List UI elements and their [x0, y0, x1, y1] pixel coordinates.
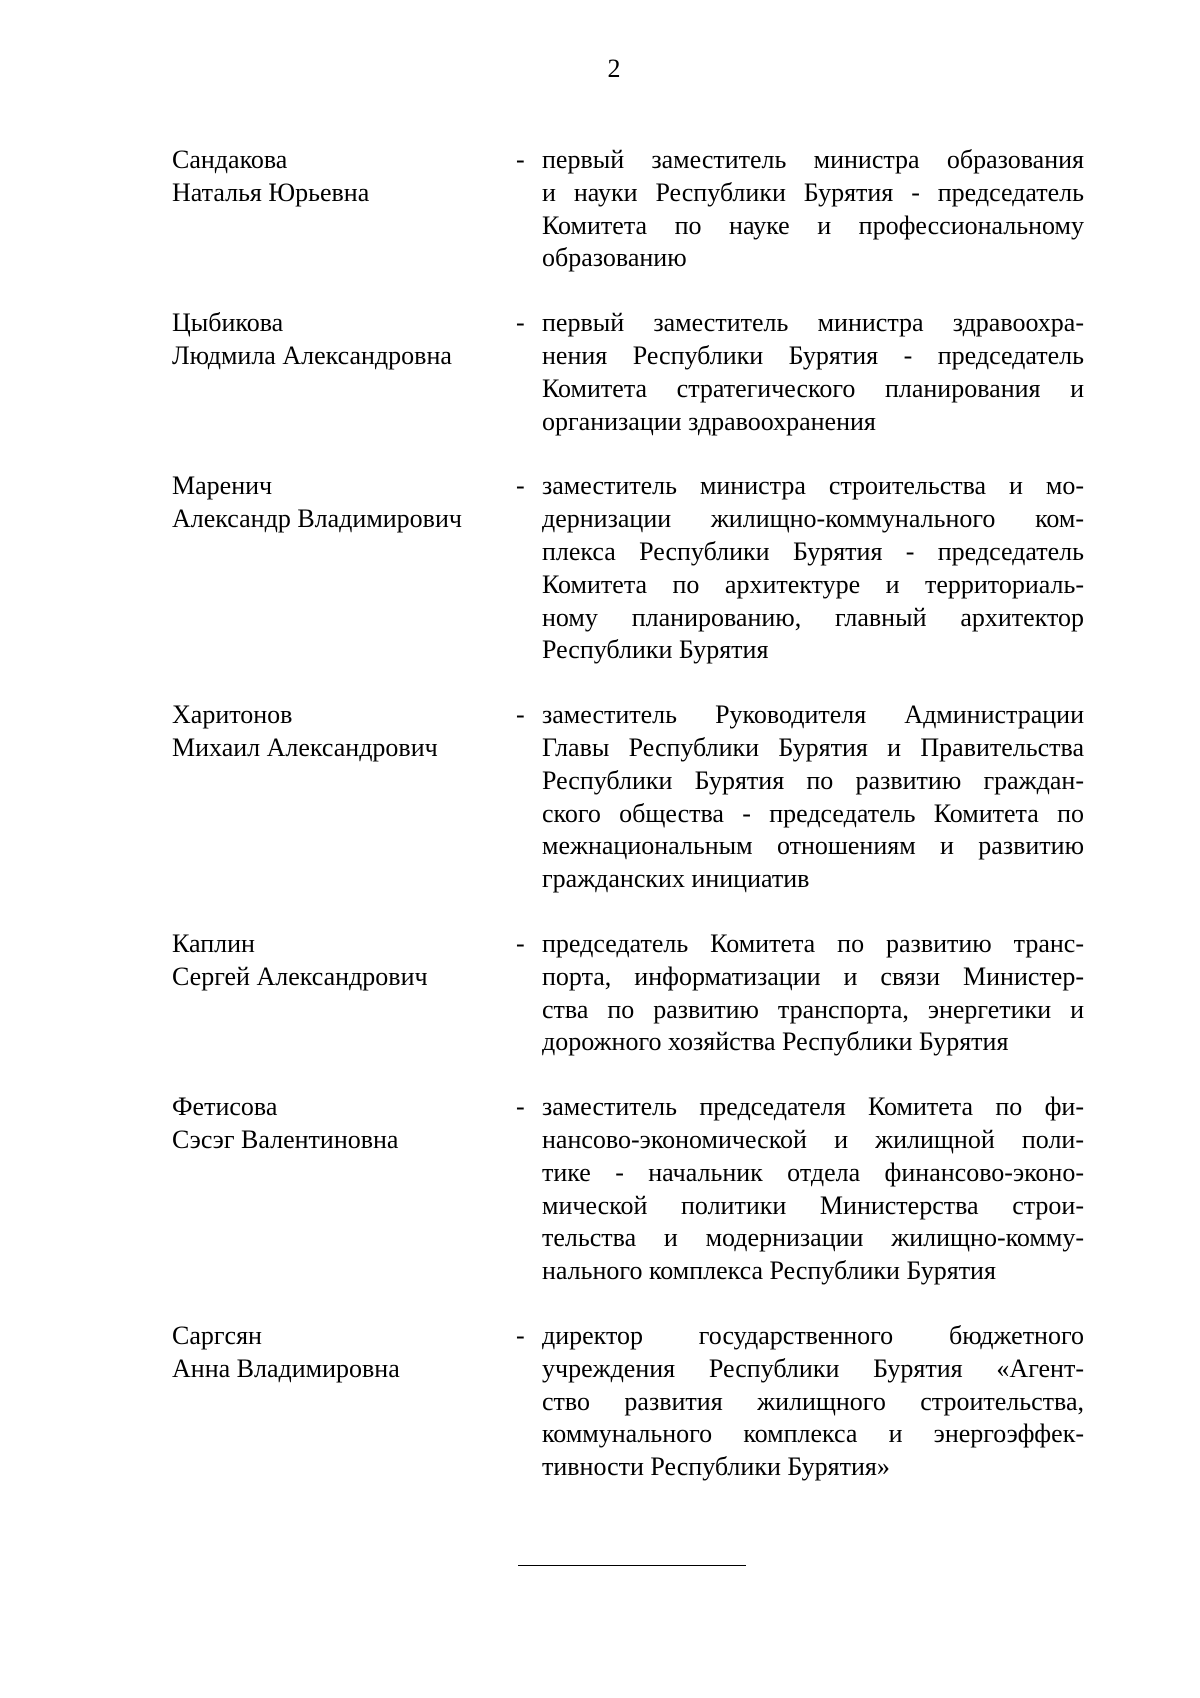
member-entry: [172, 307, 1084, 438]
member-name: [172, 1320, 512, 1484]
member-name: [172, 470, 512, 667]
member-given-names: Михаил Александрович: [172, 732, 438, 762]
position-line: Республики Бурятия: [542, 635, 769, 665]
position-line: нального комплекса Республики Бурятия: [542, 1256, 996, 1286]
entry-dash: -: [516, 145, 525, 174]
member-entry: [172, 1320, 1084, 1484]
member-entry: [172, 470, 1084, 667]
position-line: и науки Республики Бурятия - председатель: [542, 177, 1084, 207]
position-line: межнациональным отношениям и развитию: [542, 831, 1084, 861]
entry-dash: -: [516, 308, 525, 338]
position-line: ному планированию, главный архитектор: [542, 602, 1084, 632]
member-surname: Фетисова: [172, 1092, 278, 1122]
position-line: Комитета стратегического планирования и: [542, 373, 1084, 403]
end-of-document-rule: [518, 1565, 746, 1566]
member-given-names: Сергей Александрович: [172, 961, 428, 991]
position-line: гражданских инициатив: [542, 864, 810, 894]
page-number: 2: [607, 54, 621, 83]
position-line: мической политики Министерства строи-: [542, 1190, 1084, 1220]
member-position: [542, 1091, 1084, 1288]
entry-dash: -: [516, 700, 525, 730]
position-line: заместитель председателя Комитета по фи-: [542, 1092, 1084, 1122]
member-position: [542, 144, 1084, 275]
member-given-names: Людмила Александровна: [172, 340, 452, 370]
member-position: [542, 307, 1084, 438]
position-line: ства по развитию транспорта, энергетики и: [542, 994, 1084, 1024]
member-surname: Саргсян: [172, 1320, 262, 1350]
member-name: [172, 1091, 512, 1288]
member-entry: [172, 699, 1084, 896]
position-line: заместитель министра строительства и мо-: [542, 471, 1084, 501]
member-given-names: Сэсэг Валентиновна: [172, 1124, 399, 1154]
position-line: учреждения Республики Бурятия «Агент-: [542, 1353, 1084, 1383]
member-name: [172, 928, 512, 1059]
member-name: [172, 144, 512, 275]
position-line: коммунального комплекса и энергоэффек-: [542, 1419, 1084, 1449]
position-line: Республики Бурятия по развитию граждан-: [542, 765, 1084, 795]
member-position: [542, 928, 1084, 1059]
member-position: [542, 1320, 1084, 1484]
entry-dash: -: [516, 1320, 525, 1350]
member-position: [542, 699, 1084, 896]
position-line: Главы Республики Бурятия и Правительства: [542, 732, 1084, 762]
position-line: дернизации жилищно-коммунального ком-: [542, 504, 1084, 534]
member-name: [172, 307, 512, 438]
member-name: [172, 699, 512, 896]
position-line: образованию: [542, 243, 687, 273]
member-given-names: Анна Владимировна: [172, 1353, 400, 1383]
position-line: ство развития жилищного строительства,: [542, 1386, 1084, 1416]
position-line: тельства и модернизации жилищно-комму-: [542, 1223, 1084, 1253]
position-line: первый заместитель министра образования: [542, 145, 1084, 174]
member-given-names: Александр Владимирович: [172, 504, 462, 534]
position-line: тике - начальник отдела финансово-эконо-: [542, 1157, 1084, 1187]
member-position: [542, 470, 1084, 667]
position-line: ского общества - председатель Комитета по: [542, 798, 1084, 828]
position-line: первый заместитель министра здравоохра-: [542, 308, 1084, 338]
position-line: заместитель Руководителя Администрации: [542, 700, 1084, 730]
position-line: директор государственного бюджетного: [542, 1320, 1084, 1350]
member-surname: Цыбикова: [172, 308, 284, 338]
position-line: председатель Комитета по развитию транс-: [542, 928, 1084, 958]
position-line: нения Республики Бурятия - председатель: [542, 340, 1084, 370]
position-line: организации здравоохранения: [542, 406, 876, 436]
entry-dash: -: [516, 928, 525, 958]
position-line: Комитета по науке и профессиональному: [542, 210, 1084, 240]
entry-dash: -: [516, 471, 525, 501]
member-entry: [172, 144, 1084, 275]
position-line: Комитета по архитектуре и территориаль-: [542, 569, 1084, 599]
member-surname: Харитонов: [172, 700, 293, 730]
entry-dash: -: [516, 1092, 525, 1122]
position-line: тивности Республики Бурятия»: [542, 1452, 890, 1482]
member-surname: Маренич: [172, 471, 273, 501]
member-surname: Сандакова: [172, 145, 288, 174]
member-given-names: Наталья Юрьевна: [172, 177, 370, 207]
position-line: дорожного хозяйства Республики Бурятия: [542, 1027, 1009, 1057]
member-list: [172, 144, 1084, 1516]
member-entry: [172, 1091, 1084, 1288]
position-line: нансово-экономической и жилищной поли-: [542, 1124, 1084, 1154]
member-surname: Каплин: [172, 928, 255, 958]
member-entry: [172, 928, 1084, 1059]
position-line: плекса Республики Бурятия - председатель: [542, 536, 1084, 566]
position-line: порта, информатизации и связи Министер-: [542, 961, 1084, 991]
